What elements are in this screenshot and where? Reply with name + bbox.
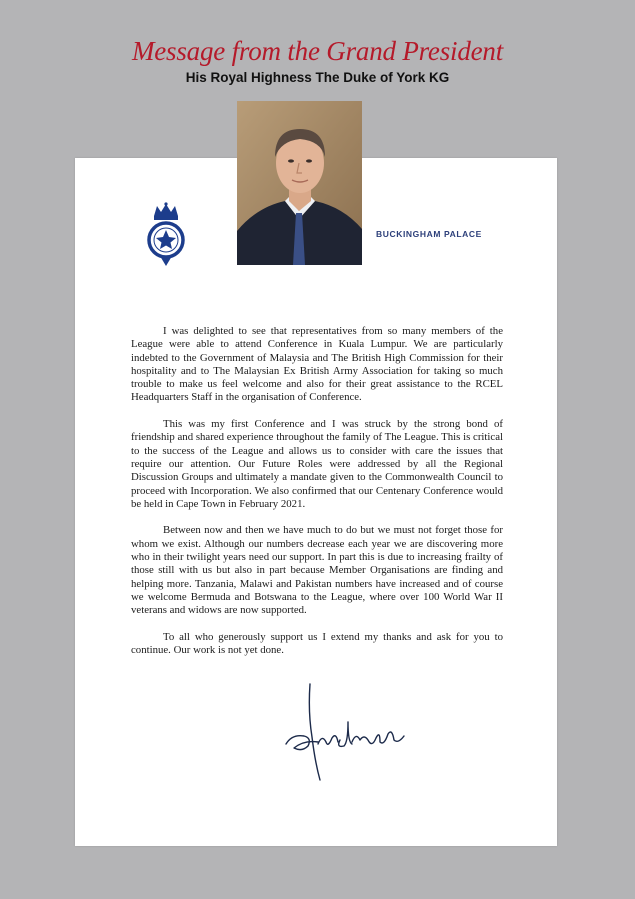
letter-paragraph-3: Between now and then we have much to do but we must not forget those for whom we exist. Although our numbers decrease each year we are discovering more who in their twilight years need our support. In part this is due to increasing frailty of those still with us but also in part because Member Organisations are finding and helping more. Tanzania, Malawi and Pakistan numbers have increased and of course we welcome Bermuda and Botswana to the League, where over 100 World War II veterans and widows are now supported. <box>131 524 503 617</box>
letter-paragraph-4: To all who generously support us I extend my thanks and ask for you to continue. Our work is not yet done. <box>131 630 503 657</box>
portrait-photo <box>237 101 362 265</box>
royal-cypher-crest-icon <box>145 202 187 268</box>
letter-paragraph-1: I was delighted to see that representatives from so many members of the League were able to attend Conference in Kuala Lumpur. We are particularly indebted to the Government of Malaysia and The British High Commission for their hospitality and to The Malaysian Ex British Army Association for taking so much trouble to make us feel welcome and also for their great assistance to the RCEL Headquarters Staff in the organisation of Conference. <box>131 325 503 404</box>
letter-paragraph-2: This was my first Conference and I was struck by the strong bond of friendship and shared experience throughout the family of The League. This is critical to the success of the League and allows us to consider with care the issues that require our attention. Our Future Roles were addressed by all the Regional Discussion Groups and ultimately a mandate given to the Commonwealth Council to proceed with Incorporation. We also confirmed that our Centenary Conference would be held in Cape Town in February 2021. <box>131 418 503 510</box>
page-subtitle: His Royal Highness The Duke of York KG <box>185 70 450 85</box>
letterhead-address: BUCKINGHAM PALACE <box>376 229 482 239</box>
letter-body <box>131 325 503 671</box>
portrait-illustration <box>237 101 362 265</box>
handwritten-signature <box>282 682 408 782</box>
page-title: Message from the Grand President <box>131 36 504 66</box>
